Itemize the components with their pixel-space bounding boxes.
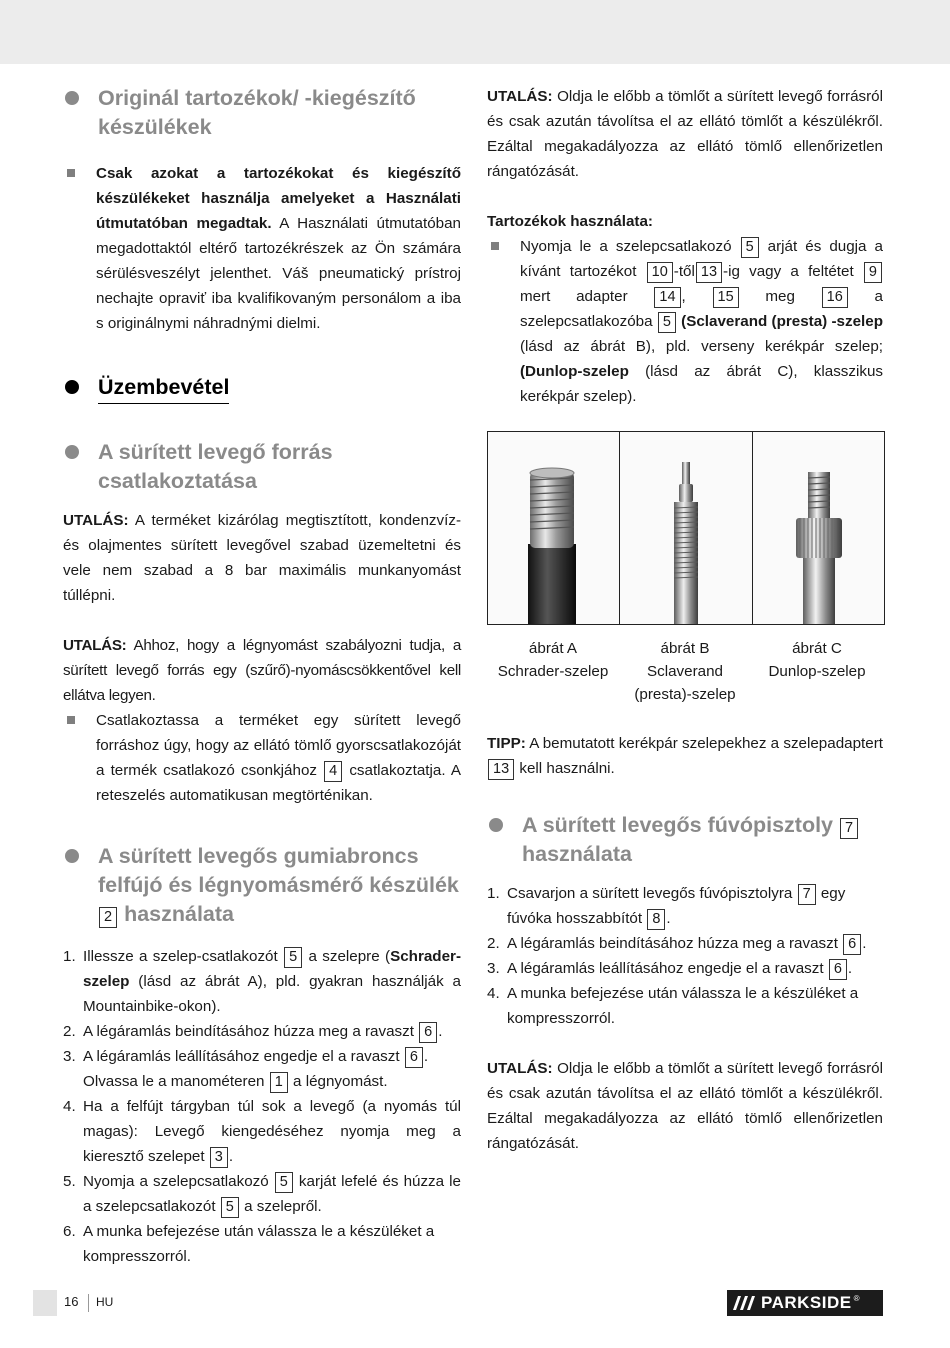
part-ref: 14 [654, 287, 680, 308]
right-column [487, 84, 883, 1156]
list-item: 3. A légáramlás leállításához engedje el a ravaszt 6 . Olvassa le a manométeren 1 a légnyomást. [63, 1044, 461, 1094]
part-ref: 5 [275, 1172, 293, 1193]
footer-divider [88, 1294, 89, 1312]
bullet-dot-icon [489, 818, 503, 832]
tyre-steps-list [63, 944, 461, 1269]
top-band [0, 0, 950, 64]
tip-adapter: TIPP: A bemutatott kerékpár szelepekhez a szelepadaptert 13 kell használni. [487, 731, 883, 781]
accessories-use-title: Tartozékok használata: [487, 213, 653, 230]
language-code: HU [96, 1295, 114, 1309]
caption-b: ábrát B Sclaverand (presta)-szelep [634, 640, 736, 703]
part-ref: 8 [647, 909, 665, 930]
bullet-dot-icon [65, 445, 79, 459]
registered-mark-icon: ® [853, 1294, 860, 1303]
logo-slashes-icon [727, 1290, 761, 1316]
list-item: 5. Nyomja a szelepcsatlakozó 5 karját lefelé és húzza le a szelepcsatlakozót 5 a szelepről. [63, 1169, 461, 1219]
heading-operation: Üzembevétel [63, 373, 461, 404]
bullet-dot-icon [65, 849, 79, 863]
caption-a: ábrát A Schrader-szelep [497, 640, 609, 680]
parkside-logo: PARKSIDE ® [727, 1290, 883, 1316]
figure-dunlop-valve [753, 432, 884, 624]
figure-presta-valve [620, 432, 752, 624]
connect-list [63, 708, 461, 808]
part-ref: 5 [741, 237, 759, 258]
part-ref: 15 [713, 287, 739, 308]
part-ref: 9 [864, 262, 882, 283]
list-item: 4. A munka befejezése után válassza le a készüléket a kompresszorról. [487, 985, 859, 1027]
list-item: Csak azokat a tartozékokat és kiegészítő készülékeket használja amelyeket a Használati útmutatóban megadtak. A Használati útmutatóban megadottaktól eltérő tartozékrészek az Ön számára sérülésveszélyt jelenthet. Váš pneumatický prístroj nechajte opraviť iba kvalifikovaným personálom a iba s originálnymi náhradnými dielmi. [63, 161, 461, 336]
part-ref: 3 [210, 1147, 228, 1168]
part-ref: 1 [270, 1072, 288, 1093]
list-item: 1. Csavarjon a sürített levegős fúvópisztolyra 7 egy fúvóka hosszabbítót 8 . [487, 881, 883, 931]
dunlop-valve-image [753, 432, 883, 624]
note-disconnect-bottom: UTALÁS: Oldja le előbb a tömlőt a sürített levegő forrásról és csak azután távolítsa el az ellátó tömlőt a készülékről. Ezáltal megakadályozza az ellátó tömlő ellenőrizetlen rángatózását. [487, 1060, 883, 1152]
accessories-use-list [487, 234, 883, 409]
list-item: Nyomja le a szelepcsatlakozó 5 arját és dugja a kívánt tartozékot 10 -től 13 -ig vagy a feltétet 9 mert adapter 14 , 15 meg 16 a szelepcsatlakozóba 5 (Sclaverand (presta) -szelep (lásd az ábrát B), pld. verseny kerékpár szelep; (Dunlop-szelep (lásd az ábrát C), klasszikus kerékpár szelep). [487, 234, 883, 409]
list-item: 4. Ha a felfújt tárgyban túl sok a levegő (a nyomás túl magas): Levegő kiengedéséhez nyomja meg a kieresztő szelepet 3 . [63, 1094, 461, 1169]
page-number: 16 [64, 1294, 79, 1309]
part-ref: 10 [647, 262, 673, 283]
heading-accessories: Originál tartozékok/ -kiegészítő készülékek [63, 84, 461, 142]
list-item: 2. A légáramlás beindításához húzza meg a ravaszt 6 . [487, 931, 883, 956]
list-item: 3. A légáramlás leállításához engedje el a ravaszt 6 . [487, 956, 883, 981]
part-ref: 5 [284, 947, 302, 968]
figure-captions [487, 637, 883, 706]
heading-tyre-inflator: A sürített levegős gumiabroncs felfújó és légnyomásmérő készülék 2 használata [63, 842, 461, 929]
bullet-dot-icon [65, 380, 79, 394]
part-ref: 13 [696, 262, 722, 283]
blow-gun-steps-list [487, 881, 883, 1031]
part-ref: 2 [99, 907, 117, 928]
valve-figures [487, 431, 885, 625]
part-ref: 5 [658, 312, 676, 333]
list-item: 1. Illessze a szelep-csatlakozót 5 a szelepre (Schrader-szelep (lásd az ábrát A), pld. gyakran használják a Mountainbike-okon). [63, 948, 461, 1015]
figure-schrader-valve [488, 432, 620, 624]
part-ref: 4 [324, 761, 342, 782]
page-marker [33, 1290, 57, 1316]
part-ref: 16 [822, 287, 848, 308]
note-compressed-air: UTALÁS: A terméket kizárólag megtisztított, kondenzvíz-és olajmentes sürített levegővel szabad üzemeltetni és vele nem szabad a 8 bar maximális munkanyomást túllépni. [63, 512, 461, 604]
part-ref: 5 [221, 1197, 239, 1218]
left-column [63, 84, 461, 1269]
part-ref: 6 [419, 1022, 437, 1043]
bullet-dot-icon [65, 91, 79, 105]
heading-blow-gun: A sürített levegős fúvópisztoly 7 használata [487, 811, 883, 869]
part-ref: 6 [829, 959, 847, 980]
page-footer [33, 1290, 113, 1316]
part-ref: 6 [843, 934, 861, 955]
note-pressure-reducer: UTALÁS: Ahhoz, hogy a légnyomást szabályozni tudja, a sürített levegő forrás egy (szűrő)-nyomáscsökkentővel kell ellátva legyen. [63, 637, 461, 704]
accessories-list [63, 161, 461, 336]
schrader-valve-image [488, 432, 618, 624]
caption-c: ábrát C Dunlop-szelep [768, 640, 866, 680]
list-item: Csatlakoztassa a terméket egy sürített levegő forráshoz úgy, hogy az ellátó tömlő gyorscsatlakozóját a termék csatlakozó csonkjához 4 csatlakoztatja. A reteszelés automatikusan megtörténikan. [63, 708, 461, 808]
note-disconnect-top: UTALÁS: Oldja le előbb a tömlőt a sürített levegő forrásról és csak azután távolítsa el az ellátó tömlőt a készülékről. Ezáltal megakadályozza az ellátó tömlő ellenőrizetlen rángatózását. [487, 88, 883, 180]
part-ref: 7 [798, 884, 816, 905]
part-ref: 7 [840, 818, 858, 839]
part-ref: 6 [405, 1047, 423, 1068]
presta-valve-image [620, 432, 750, 624]
part-ref: 13 [488, 759, 514, 780]
heading-connect: A sürített levegő forrás csatlakoztatása [63, 438, 461, 496]
list-item: 6. A munka befejezése után válassza le a készüléket a kompresszorról. [63, 1223, 435, 1265]
list-item: 2. A légáramlás beindításához húzza meg a ravaszt 6 . [63, 1019, 461, 1044]
